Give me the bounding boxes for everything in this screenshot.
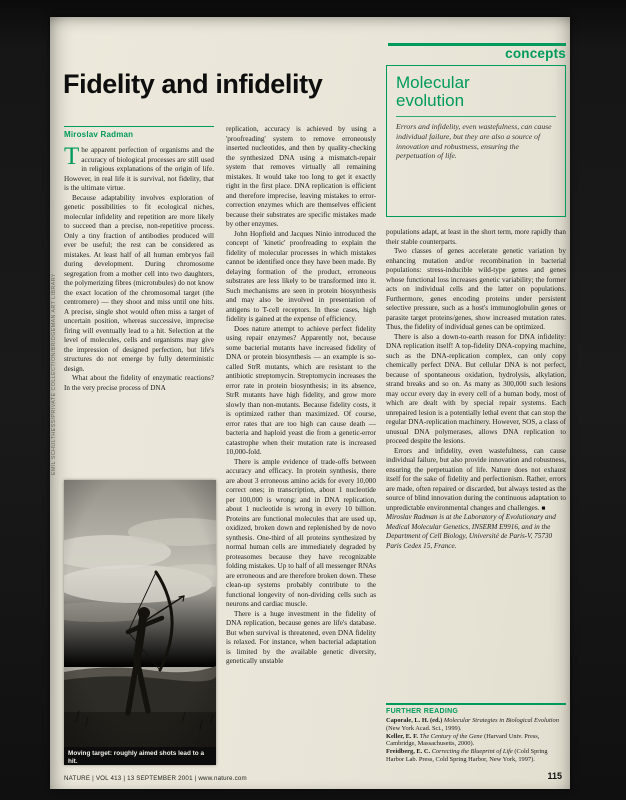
box-standfirst: Errors and infidelity, even wastefulness, can cause individual failure, but they are also a source of innovation and robustness, ensuring the perpetuation of life. bbox=[396, 122, 552, 161]
reference-item: Freidberg, E. C. Correcting the Blueprint of Life (Cold Spring Harbor Lab. Press, Cold Spring Harbor, New York, 1997). bbox=[386, 748, 548, 763]
reference-item: Keller, E. F. The Century of the Gene (Harvard Univ. Press, Cambridge, Massachusetts, 2000). bbox=[386, 732, 540, 748]
molecular-evolution-box bbox=[386, 65, 566, 217]
paragraph-text: he apparent perfection of organisms and the accuracy of biological processes are still used in religious explanations of the origin of life. However, in real life it is survival, not fidelity, that is the ultimate virtue. bbox=[64, 146, 214, 192]
drop-cap: T bbox=[64, 146, 80, 170]
closing-paragraph bbox=[386, 447, 566, 514]
journal-footer: NATURE | VOL 413 | 13 SEPTEMBER 2001 | www.nature.com bbox=[64, 775, 247, 782]
column-3 bbox=[386, 228, 566, 698]
column-2 bbox=[226, 125, 376, 770]
body-paragraph: Does nature attempt to achieve perfect fidelity using repair enzymes? Apparently not, because some bacterial mutants have increased fidelity of DNA or protein biosynthesis — an example is so-called StrR mutants, which are resistant to the antibiotic streptomycin. Streptomycin increases the error rate in protein biosynthesis; in its absence, StrR mutants have high fidelity, and grow more slowly than non-mutants. Because fidelity costs, it is optimized rather than maximized. Of course, error rates that are too high can cause death — bacteria and haploid yeast die from a genetic-error catastrophe when their mutation rate is increased 10,000-fold. bbox=[226, 324, 376, 456]
photo-caption: Moving target: roughly aimed shots lead to a hit. bbox=[64, 747, 216, 765]
box-title: Molecular evolution bbox=[396, 73, 470, 110]
archer-photo-illustration bbox=[64, 480, 216, 747]
author-rule bbox=[64, 126, 214, 127]
body-paragraph: What about the fidelity of enzymatic reactions? In the very precise process of DNA bbox=[64, 374, 214, 392]
body-paragraph: There is a huge investment in the fidelity of DNA replication, because genes are life's database. But when survival is threatened, even DNA fidelity is relaxed. For instance, when bacterial adaptation is limited by the available genetic diversity, genetically unstable bbox=[226, 609, 376, 665]
author-block bbox=[64, 126, 214, 139]
body-paragraph: Because adaptability involves exploration of genetic possibilities to fit ecological niches, molecular infidelity and repetition are more likely to succeed than a precise, non-repetitive process. Only a tiny fraction of antibodies produced will ever be useful; the rest can be considered as mistakes. At least half of all human embryos fail during development. During chromosome segregation from a mother cell into two daughters, the polymerizing fibres (microtubules) do not know the exact location of the chromosomal target (the centromere) — they shoot and miss until one hits. A precise, single shot would often miss a target of uncertain position, whereas successive, imprecise firing will eventually lead to a hit. Selection at the level of molecules, cells and organisms may give the impression of designed perfection, but life's structures do not emerge by fully deterministic design. bbox=[64, 193, 214, 373]
article-title: Fidelity and infidelity bbox=[63, 69, 323, 99]
body-paragraph: There is also a down-to-earth reason for DNA infidelity: DNA replication itself! A top-fidelity DNA-copying machine, such as the DNA-replication complex, can only copy chemically perfect DNA. But cellular DNA is not perfect, because of spontaneous oxidation, hydrolysis, alkylation, strand breaks and so on. As many as 300,000 such lesions may occur every day in every cell of a human body, most of which are dealt with by special repair systems. Each unrepaired lesion is a potentially lethal event that can stop the regular DNA-replication machinery. However, SOS, a class of unusual DNA polymerases, allows DNA replication to proceed despite the lesions. bbox=[386, 332, 566, 445]
body-paragraph: Two classes of genes accelerate genetic variation by enhancing mutation and/or recombination in bacterial populations: stress-inducible wild-type genes and genes whose functional loss increases genetic variability; the former acts on individual cells and the latter on populations. Furthermore, genes encoding proteins under persistent selective pressure, such as a host's immunoglobulin genes or parasite target proteins/genes, show increased mutation rates. Thus, the fidelity of individual genes can be optimized. bbox=[386, 247, 566, 331]
paragraph-text: Errors and infidelity, even wastefulness, can cause individual failure, but also provide innovation and robustness, ensuring the perpetuation of life. Nature does not exhaust itself for the sake of fidelity and perfectionism. Rather, errors are made, often repaired or discarded, but always tested as the source of blind innovation during the continuous adaptation to unpredictable environmental changes and challenges. bbox=[386, 446, 566, 512]
column-1 bbox=[64, 146, 214, 480]
body-paragraph: populations adapt, at least in the short term, more rapidly than their stable counterparts. bbox=[386, 228, 566, 246]
end-of-article-marker: ■ bbox=[541, 504, 546, 512]
further-reading-section bbox=[386, 703, 566, 764]
photo-credit-vertical: EMIL SCHULTHESS/PRIVATE COLLECTION/BRIDGEMAN ART LIBRARY bbox=[51, 273, 57, 475]
reference-item: Caporale, L. H. (ed.) Molecular Strategies in Biological Evolution (New York Acad. Sci., 1999). bbox=[386, 717, 559, 732]
section-label: concepts bbox=[505, 46, 566, 61]
box-rule bbox=[396, 116, 556, 117]
body-paragraph: There is ample evidence of trade-offs between accuracy and efficacy. In protein synthesis, there are about 3 erroneous amino acids for every 10,000 correct ones; in transcription, about 1 nucleotide per 100,000 is wrong; and in DNA replication, about 1 nucleotide is wrong in every 10 billion. Proteins are functional molecules that are used up, oxidized, broken down and replenished by de novo synthesis. One-third of all proteins synthesized by normal human cells are immediately degraded by proteasomes because they have recognizable folding mistakes. Up to half of all messenger RNAs are erroneous and are therefore broken down. These clean-up systems probably contribute to the functional longevity of non-dividing cells such as neurons and cardiac muscle. bbox=[226, 457, 376, 608]
body-paragraph bbox=[64, 146, 214, 194]
magazine-page bbox=[50, 17, 570, 789]
body-paragraph: John Hopfield and Jacques Ninio introduced the concept of 'kinetic' proofreading to explain the fidelity of molecular processes in which mistakes cannot be identified once they have been made. By delaying formation of the product, erroneous substrates are less likely to be transformed into it. Such mechanisms are seen in protein biosynthesis and may also be involved in presentation of antigens to T-cell receptors. In these cases, high fidelity is gained at the expense of efficiency. bbox=[226, 229, 376, 323]
body-paragraph: replication, accuracy is achieved by using a 'proofreading' system to remove erroneously inserted nucleotides, and then by quality-checking the synthesized DNA using a mismatch-repair system that removes virtually all remaining mistakes. It would take too long to get it exactly right in the first place. DNA replication is efficient and therefore imprecise, leaving mistakes to error-correction enzymes which are themselves efficient because their substrates are specific mistakes made by other enzymes. bbox=[226, 125, 376, 228]
page-number: 115 bbox=[547, 771, 562, 781]
author-bio: Miroslav Radman is at the Laboratory of Evolutionary and Medical Molecular Genetics, INSERM E9916, and in the Department of Cell Biology, Université de Paris-V, 75730 Paris Cedex 15, France. bbox=[386, 513, 556, 550]
archer-photo bbox=[64, 480, 216, 765]
article-author: Miroslav Radman bbox=[64, 130, 134, 139]
further-reading-heading: FURTHER READING bbox=[386, 708, 459, 715]
